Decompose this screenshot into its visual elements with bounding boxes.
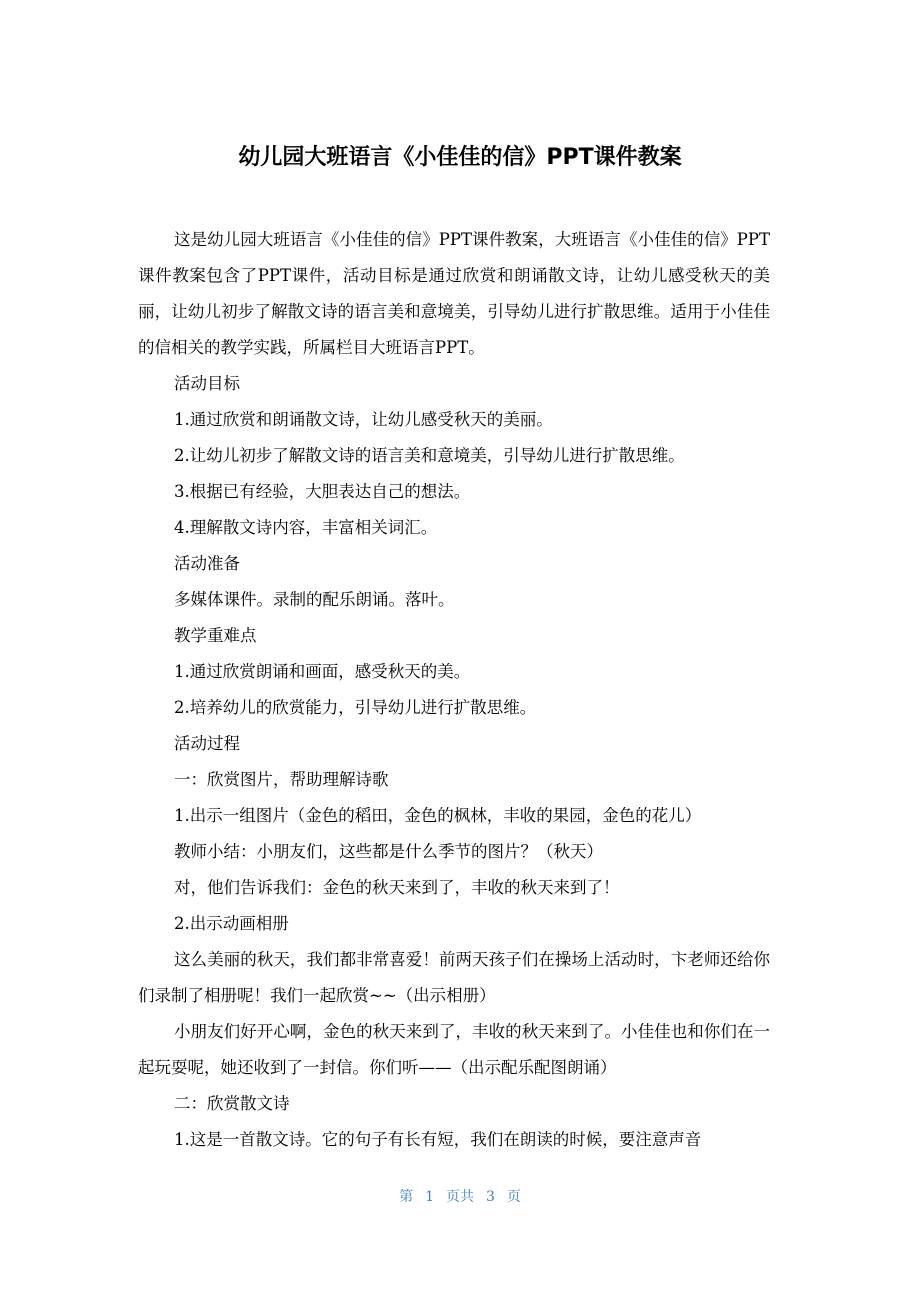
paragraph: 教师小结：小朋友们，这些都是什么季节的图片？（秋天） (174, 842, 603, 861)
section-heading: 活动目标 (174, 374, 240, 393)
footer-page-number: 1 (425, 1189, 434, 1205)
paragraph: 小朋友们好开心啊，金色的秋天来到了，丰收的秋天来到了。小佳佳也和你们在一起玩耍呢，她还收到了一封信。你们听——（出示配乐配图朗诵） (138, 1022, 770, 1077)
paragraph: 对，他们告诉我们：金色的秋天来到了，丰收的秋天来到了！ (174, 878, 620, 897)
section-heading: 教学重难点 (174, 626, 257, 645)
paragraph: 这是幼儿园大班语言《小佳佳的信》PPT课件教案，大班语言《小佳佳的信》PPT课件教案包含了PPT课件，活动目标是通过欣赏和朗诵散文诗，让幼儿感受秋天的美丽，让幼儿初步了解散文诗的语言美和意境美，引导幼儿进行扩散思维。适用于小佳佳的信相关的教学实践，所属栏目大班语言PPT。 (138, 230, 770, 357)
paragraph: 多媒体课件。录制的配乐朗诵。落叶。 (174, 590, 455, 609)
section-heading: 活动过程 (174, 734, 240, 753)
paragraph: 1.这是一首散文诗。它的句子有长有短，我们在朗读的时候，要注意声音 (174, 1130, 702, 1149)
paragraph: 1.通过欣赏和朗诵散文诗，让幼儿感受秋天的美丽。 (174, 410, 553, 429)
paragraph: 3.根据已有经验，大胆表达自己的想法。 (174, 482, 471, 501)
document-body (138, 222, 770, 1158)
document-title: 幼儿园大班语言《小佳佳的信》PPT课件教案 (238, 145, 682, 170)
paragraph: 4.理解散文诗内容，丰富相关词汇。 (174, 518, 438, 537)
paragraph: 1.出示一组图片（金色的稻田，金色的枫林，丰收的果园，金色的花儿） (174, 806, 702, 825)
paragraph: 一：欣赏图片，帮助理解诗歌 (174, 770, 389, 789)
footer-suffix: 页 (506, 1189, 521, 1205)
paragraph: 2.培养幼儿的欣赏能力，引导幼儿进行扩散思维。 (174, 698, 537, 717)
footer-total-pages: 3 (486, 1189, 495, 1205)
paragraph: 这么美丽的秋天，我们都非常喜爱！前两天孩子们在操场上活动时，卞老师还给你们录制了相册呢！我们一起欣赏~~（出示相册） (138, 950, 770, 1005)
footer-middle: 页共 (446, 1189, 474, 1205)
paragraph: 2.让幼儿初步了解散文诗的语言美和意境美，引导幼儿进行扩散思维。 (174, 446, 685, 465)
paragraph: 1.通过欣赏朗诵和画面，感受秋天的美。 (174, 662, 471, 681)
section-heading: 活动准备 (174, 554, 240, 573)
footer-prefix: 第 (399, 1189, 414, 1205)
paragraph: 二：欣赏散文诗 (174, 1094, 290, 1113)
paragraph: 2.出示动画相册 (174, 914, 289, 933)
page-footer (0, 1186, 920, 1206)
